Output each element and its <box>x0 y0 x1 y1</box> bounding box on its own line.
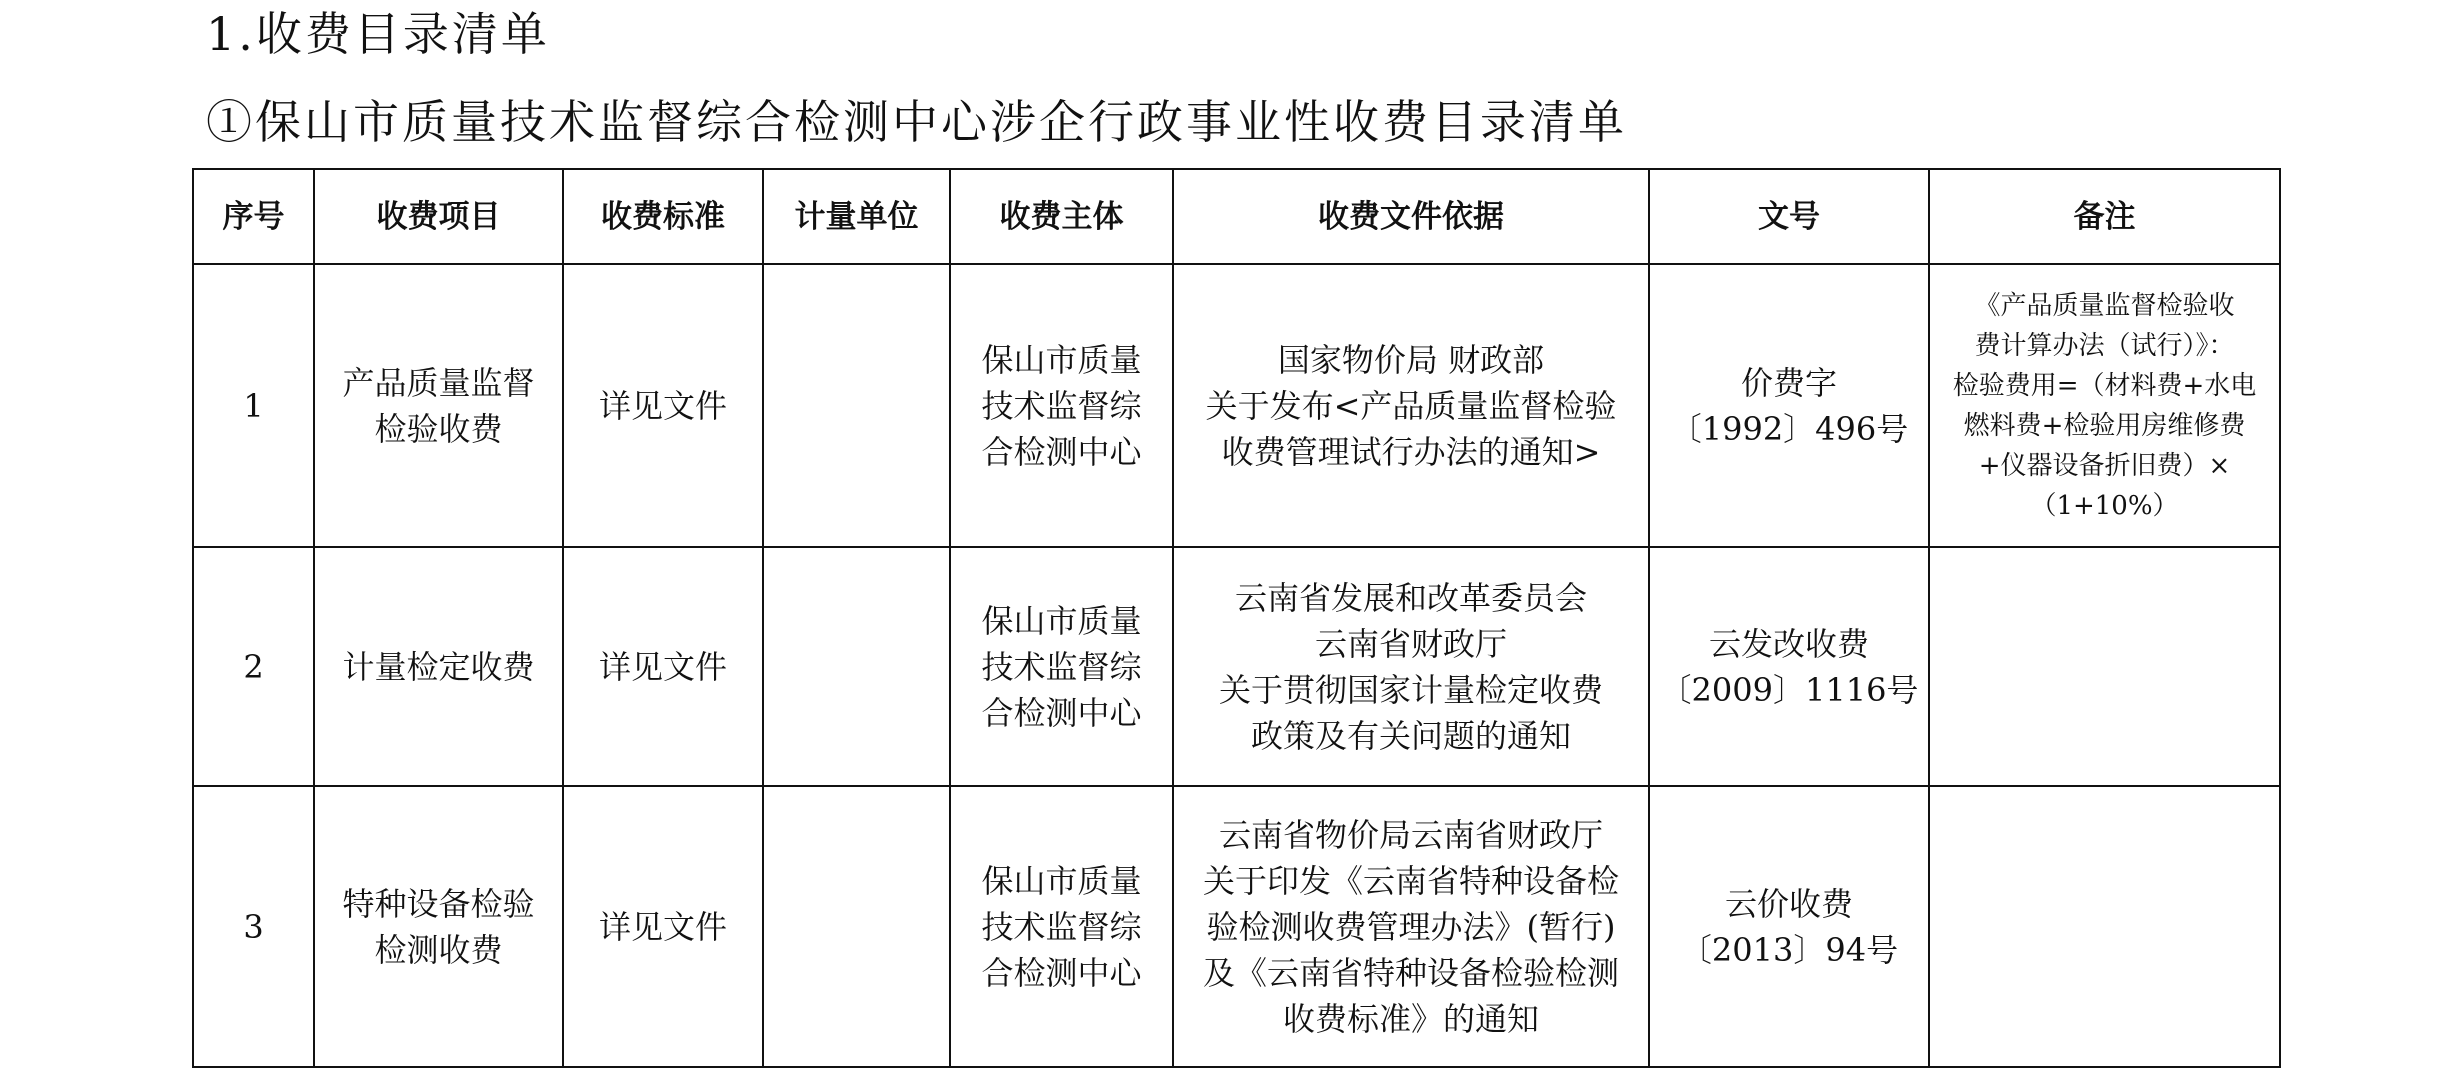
cell-entity <box>950 786 1173 1067</box>
cell-line: 收费标准》的通知 <box>1282 999 1539 1038</box>
cell-note <box>1929 547 2280 786</box>
table-row <box>193 547 2280 786</box>
cell-doc-no <box>1649 786 1929 1067</box>
cell-no: 2 <box>193 547 314 786</box>
cell-unit <box>763 786 950 1067</box>
cell-line: （1+10%） <box>2030 490 2179 521</box>
header-entity: 收费主体 <box>950 169 1173 264</box>
cell-line: 检测收费 <box>374 930 503 969</box>
cell-line: 计量检定收费 <box>342 647 535 686</box>
section-heading: 1.收费目录清单 <box>206 7 550 61</box>
cell-line: 收费管理试行办法的通知> <box>1221 432 1601 471</box>
cell-entity <box>950 264 1173 547</box>
table-row <box>193 264 2280 547</box>
cell-line: 检验费用=（材料费+水电 <box>1952 370 2257 401</box>
cell-item <box>314 786 563 1067</box>
cell-doc-no <box>1649 547 1929 786</box>
cell-note <box>1929 264 2280 547</box>
cell-line: 云发改收费 <box>1708 624 1869 663</box>
cell-basis <box>1173 264 1649 547</box>
fee-catalog-table <box>192 168 2281 1068</box>
cell-line: 及《云南省特种设备检验检测 <box>1202 953 1619 992</box>
cell-line: +仪器设备折旧费）× <box>1978 450 2231 481</box>
cell-line: 验检测收费管理办法》(暂行) <box>1206 907 1616 946</box>
header-no: 序号 <box>193 169 314 264</box>
header-doc-no: 文号 <box>1649 169 1929 264</box>
cell-line: 政策及有关问题的通知 <box>1250 716 1571 755</box>
table-title: ①保山市质量技术监督综合检测中心涉企行政事业性收费目录清单 <box>206 95 1627 149</box>
cell-line: 云南省发展和改革委员会 <box>1234 578 1587 617</box>
cell-standard: 详见文件 <box>563 264 763 547</box>
cell-line: 〔2009〕1116号 <box>1659 670 1919 709</box>
cell-line: 特种设备检验 <box>342 884 535 923</box>
cell-line: 保山市质量 <box>981 340 1142 379</box>
cell-line: 关于发布<产品质量监督检验 <box>1205 386 1617 425</box>
cell-line: 关于贯彻国家计量检定收费 <box>1218 670 1603 709</box>
table-row <box>193 786 2280 1067</box>
cell-no: 3 <box>193 786 314 1067</box>
header-unit: 计量单位 <box>763 169 950 264</box>
cell-line: 〔1992〕496号 <box>1669 409 1909 448</box>
cell-item <box>314 547 563 786</box>
cell-line: 云价收费 <box>1724 884 1853 923</box>
cell-line: 保山市质量 <box>981 601 1142 640</box>
cell-standard: 详见文件 <box>563 547 763 786</box>
cell-line: 国家物价局 财政部 <box>1277 340 1545 379</box>
cell-doc-no <box>1649 264 1929 547</box>
cell-line: 产品质量监督 <box>342 363 535 402</box>
cell-line: 合检测中心 <box>981 953 1142 992</box>
cell-line: 合检测中心 <box>981 432 1142 471</box>
cell-line: 检验收费 <box>374 409 503 448</box>
cell-item <box>314 264 563 547</box>
cell-unit <box>763 547 950 786</box>
cell-basis <box>1173 786 1649 1067</box>
cell-no: 1 <box>193 264 314 547</box>
cell-line: 燃料费+检验用房维修费 <box>1963 410 2246 441</box>
cell-line: 〔2013〕94号 <box>1679 930 1899 969</box>
cell-note <box>1929 786 2280 1067</box>
cell-line: 云南省物价局云南省财政厅 <box>1218 815 1603 854</box>
cell-line: 技术监督综 <box>981 386 1142 425</box>
cell-unit <box>763 264 950 547</box>
cell-line: 保山市质量 <box>981 861 1142 900</box>
header-item: 收费项目 <box>314 169 563 264</box>
cell-basis <box>1173 547 1649 786</box>
cell-line: 《产品质量监督检验收 <box>1974 290 2235 321</box>
cell-standard: 详见文件 <box>563 786 763 1067</box>
cell-line: 费计算办法（试行）》： <box>1974 330 2235 361</box>
cell-line: 技术监督综 <box>981 907 1142 946</box>
cell-line: 关于印发《云南省特种设备检 <box>1202 861 1619 900</box>
cell-line: 合检测中心 <box>981 693 1142 732</box>
cell-line: 技术监督综 <box>981 647 1142 686</box>
cell-entity <box>950 547 1173 786</box>
header-basis: 收费文件依据 <box>1173 169 1649 264</box>
header-standard: 收费标准 <box>563 169 763 264</box>
cell-line: 价费字 <box>1740 363 1837 402</box>
table-header-row <box>193 169 2280 264</box>
cell-line: 云南省财政厅 <box>1314 624 1507 663</box>
header-note: 备注 <box>1929 169 2280 264</box>
